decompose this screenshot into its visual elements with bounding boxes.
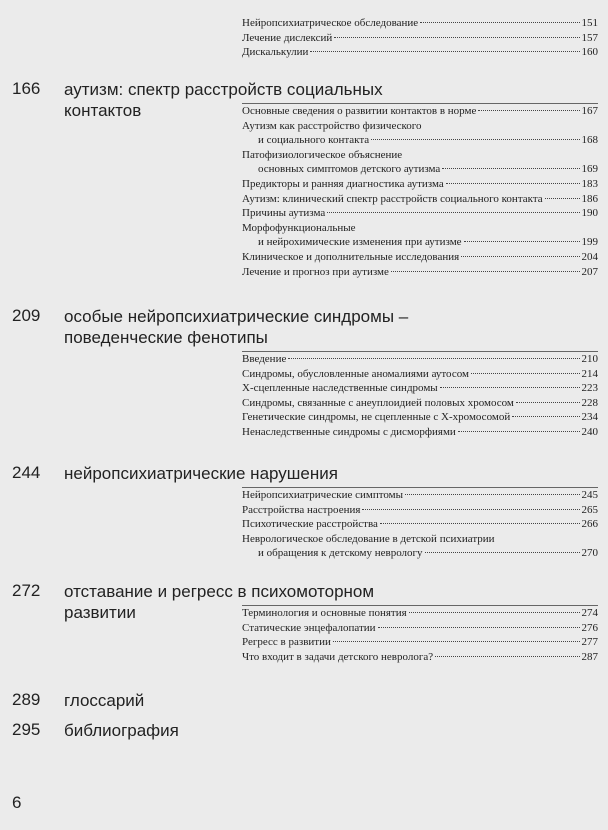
section-title[interactable]: отставание и регресс в психомоторном развитии — [64, 582, 375, 622]
toc-entry[interactable]: Нейропсихиатрическое обследование 151 — [242, 17, 598, 29]
toc-subentries — [242, 351, 598, 440]
toc-entry[interactable]: Неврологическое обследование в детской психиатрии и обращения к детскому неврологу 270 — [242, 532, 598, 560]
section-page-number: 166 — [12, 79, 41, 98]
toc-subentries — [242, 103, 598, 279]
toc-entry[interactable]: Введение 210 — [242, 353, 598, 365]
toc-entry[interactable]: Статические энцефалопатии 276 — [242, 621, 598, 634]
toc-entry[interactable]: Синдромы, обусловленные аномалиями аутосом 214 — [242, 367, 598, 380]
toc-entry[interactable]: Ненаследственные синдромы с дисморфиями 240 — [242, 425, 598, 438]
section-page-number: 244 — [12, 463, 41, 482]
toc-entry[interactable]: Предикторы и ранняя диагностика аутизма 183 — [242, 177, 598, 190]
bibliography-page-number: 295 — [12, 720, 41, 739]
toc-entry[interactable]: Что входит в задачи детского невролога? 287 — [242, 650, 598, 663]
toc-entry[interactable]: Патофизиологическое объяснение основных симптомов детского аутизма 169 — [242, 148, 598, 176]
page-number: 6 — [12, 793, 22, 812]
section-page-number: 209 — [12, 306, 41, 325]
toc-entry[interactable]: Генетические синдромы, не сцепленные с X-хромосомой 234 — [242, 411, 598, 424]
toc-entry[interactable]: Аутизм как расстройство физического и социального контакта 168 — [242, 119, 598, 147]
toc-entry[interactable]: Морфофункциональные и нейрохимические изменения при аутизме 199 — [242, 221, 598, 249]
glossary-page-number: 289 — [12, 690, 41, 709]
section-title[interactable]: нейропсихиатрические нарушения — [64, 464, 338, 483]
toc-subentries — [242, 605, 598, 664]
toc-entry[interactable]: Нейропсихиатрические симптомы 245 — [242, 489, 598, 501]
toc-entry[interactable]: Синдромы, связанные с анеуплоидией половых хромосом 228 — [242, 396, 598, 409]
toc-entry[interactable]: Дискалькулии 160 — [242, 46, 598, 59]
toc-entry[interactable]: X-сцепленные наследственные синдромы 223 — [242, 382, 598, 395]
toc-subentries — [242, 487, 598, 561]
toc-entry[interactable]: Психотические расстройства 266 — [242, 518, 598, 531]
section-page-number: 272 — [12, 581, 41, 600]
bibliography-title[interactable]: библиография — [64, 721, 179, 740]
toc-entry[interactable]: Регресс в развитии 277 — [242, 636, 598, 649]
glossary-title[interactable]: глоссарий — [64, 691, 145, 710]
toc-entry[interactable]: Терминология и основные понятия 274 — [242, 607, 598, 619]
toc-entry[interactable]: Расстройства настроения 265 — [242, 503, 598, 516]
toc-entry[interactable]: Аутизм: клинический спектр расстройств социального контакта 186 — [242, 192, 598, 205]
toc-entry[interactable]: Основные сведения о развитии контактов в норме 167 — [242, 105, 598, 117]
toc-entry[interactable]: Причины аутизма 190 — [242, 207, 598, 220]
toc-entry[interactable]: Лечение и прогноз при аутизме 207 — [242, 265, 598, 278]
toc-entry[interactable]: Клиническое и дополнительные исследования 204 — [242, 250, 598, 263]
toc-entry[interactable]: Лечение дислексий 157 — [242, 31, 598, 44]
section-title[interactable]: особые нейропсихиатрические синдромы – поведенческие фенотипы — [64, 307, 409, 347]
toc-top-block — [242, 16, 598, 60]
section-title[interactable]: аутизм: спектр расстройств социальных контактов — [64, 80, 383, 120]
